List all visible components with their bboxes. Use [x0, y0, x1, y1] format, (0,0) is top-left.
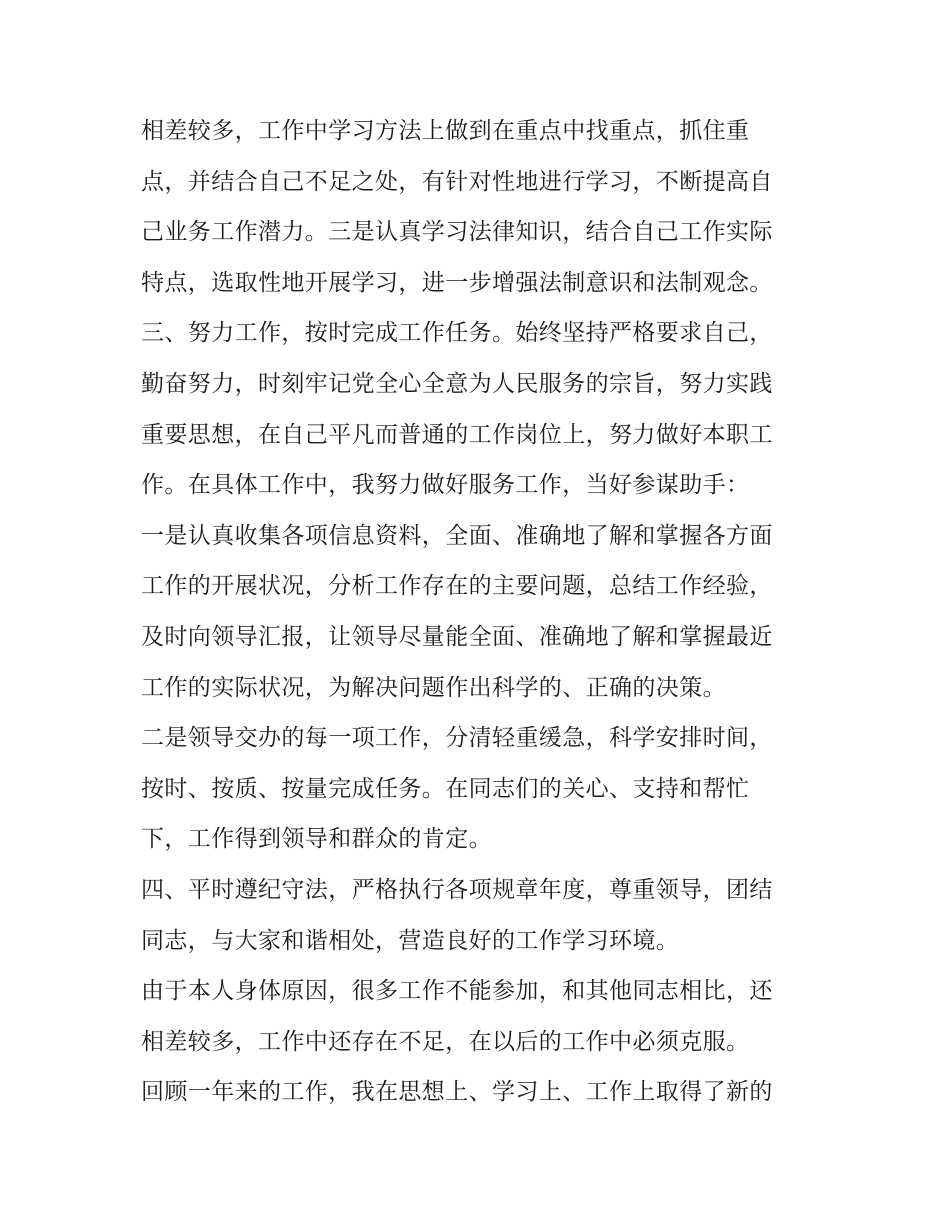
text-line: 作。在具体工作中，我努力做好服务工作，当好参谋助手： — [141, 472, 750, 499]
text-line: 己业务工作潜力。三是认真学习法律知识，结合自己工作实际 — [141, 219, 773, 246]
text-line: 二是领导交办的每一项工作，分清轻重缓急，科学安排时间， — [141, 725, 773, 752]
text-line: 一是认真收集各项信息资料，全面、准确地了解和掌握各方面 — [141, 522, 773, 549]
text-line: 点，并结合自己不足之处，有针对性地进行学习，不断提高自 — [141, 168, 773, 195]
text-line: 四、平时遵纪守法，严格执行各项规章年度，尊重领导，团结 — [141, 876, 773, 903]
text-line: 由于本人身体原因，很多工作不能参加，和其他同志相比，还 — [141, 978, 773, 1005]
text-line: 及时向领导汇报，让领导尽量能全面、准确地了解和掌握最近 — [141, 623, 773, 650]
text-line: 特点，选取性地开展学习，进一步增强法制意识和法制观念。 — [141, 269, 773, 296]
text-line: 按时、按质、按量完成任务。在同志们的关心、支持和帮忙 — [141, 775, 750, 802]
text-line: 回顾一年来的工作，我在思想上、学习上、工作上取得了新的 — [141, 1079, 773, 1106]
text-line: 勤奋努力，时刻牢记党全心全意为人民服务的宗旨，努力实践 — [141, 370, 773, 397]
text-line: 同志，与大家和谐相处，营造良好的工作学习环境。 — [141, 927, 680, 954]
text-line: 工作的实际状况，为解决问题作出科学的、正确的决策。 — [141, 674, 726, 701]
text-line: 工作的开展状况，分析工作存在的主要问题，总结工作经验， — [141, 573, 773, 600]
text-line: 重要思想，在自己平凡而普通的工作岗位上，努力做好本职工 — [141, 421, 773, 448]
body-text — [141, 106, 821, 1118]
text-line: 三、努力工作，按时完成工作任务。始终坚持严格要求自己， — [141, 320, 773, 347]
text-line: 相差较多，工作中还存在不足，在以后的工作中必须克服。 — [141, 1028, 750, 1055]
text-line: 相差较多，工作中学习方法上做到在重点中找重点，抓住重 — [141, 118, 750, 144]
text-line: 下，工作得到领导和群众的肯定。 — [141, 826, 492, 853]
